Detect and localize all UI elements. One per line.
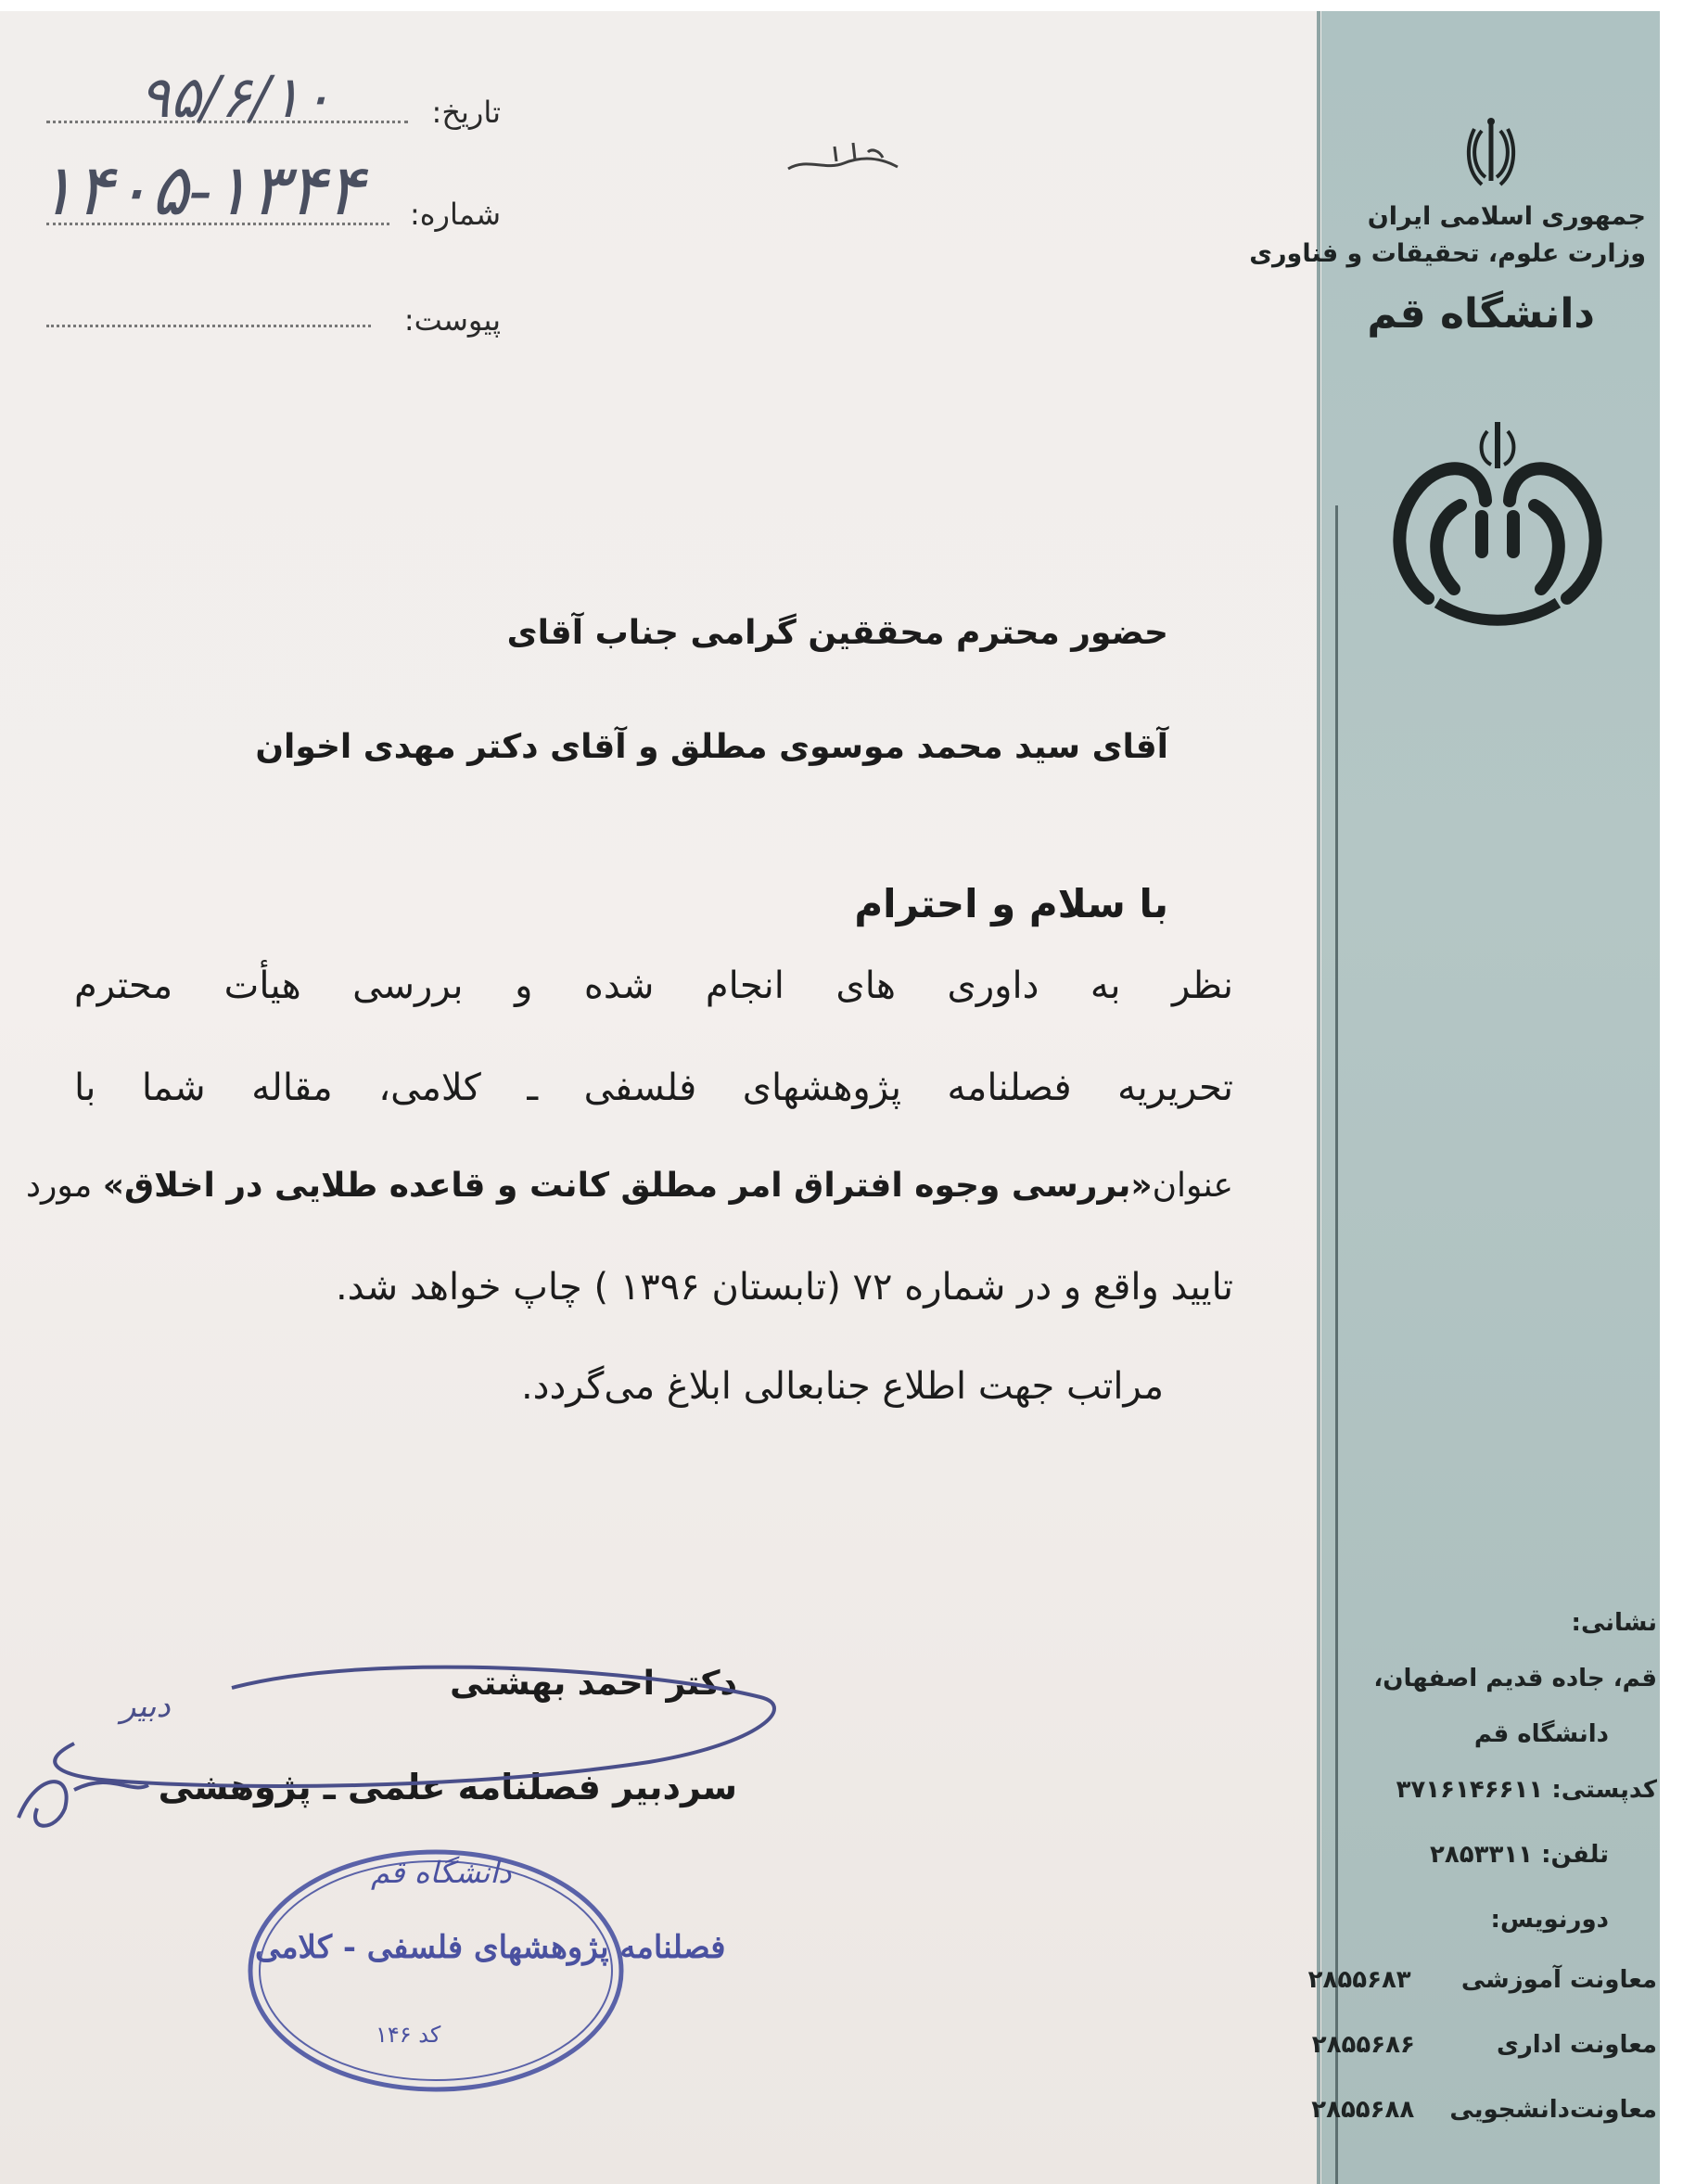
address-line-1: قم، جاده قدیم اصفهان، <box>1373 1665 1657 1692</box>
attachment-label: پیوست: <box>403 302 501 338</box>
signatory-name: دکتر احمد بهشتی <box>450 1665 737 1703</box>
phone-number: تلفن: ۲۸۵۳۳۱۱ <box>1429 1841 1609 1869</box>
date-value: ۹۵/۶/۱۰ <box>139 63 333 131</box>
sidebar-country: جمهوری اسلامی ایران <box>1367 202 1646 231</box>
basmala-calligraphy <box>779 130 909 185</box>
body-line-3-prefix: عنوان <box>1152 1167 1233 1205</box>
fax-item-label: معاونت آموزشی <box>1460 1966 1657 1994</box>
fax-item-number: ۲۸۵۵۶۸۶ <box>1311 2031 1415 2059</box>
paper-edge <box>1317 11 1320 2184</box>
salutation-line-1: حضور محترم محققین گرامی جناب آقای <box>506 614 1168 652</box>
sidebar-divider <box>1335 505 1338 2184</box>
sidebar-ministry: وزارت علوم، تحقیقات و فناوری <box>1249 239 1646 268</box>
number-label: شماره: <box>409 197 501 232</box>
fax-item-number: ۲۸۵۵۶۸۳ <box>1307 1966 1411 1994</box>
iran-emblem-icon <box>1465 116 1517 192</box>
fax-item <box>1312 2031 1657 2059</box>
postal-code: کدپستی: ۳۷۱۶۱۴۶۶۱۱ <box>1396 1776 1657 1804</box>
fax-title: دورنویس: <box>1490 1906 1609 1934</box>
fax-item <box>1308 1966 1657 1994</box>
stamp-line-2: فصلنامه پژوهشهای فلسفی - کلامی <box>255 1929 726 1966</box>
signatory-title: سردبیر فصلنامه علمی ـ پژوهشی <box>158 1767 737 1807</box>
article-title: «بررسی وجوه افتراق امر مطلق کانت و قاعده طلایی در اخلاق» <box>102 1167 1153 1205</box>
body-line-4: تایید واقع و در شماره ۷۲ (تابستان ۱۳۹۶ ) چاپ خواهد شد. <box>335 1266 1233 1309</box>
fax-item-number: ۲۸۵۵۶۸۸ <box>1311 2096 1415 2124</box>
handwritten-note: دبیر <box>121 1688 171 1725</box>
salutation-line-2: آقای سید محمد موسوی مطلق و آقای دکتر مهدی اخوان <box>255 728 1168 766</box>
attachment-dotted-line <box>46 325 371 327</box>
address-title: نشانی: <box>1571 1609 1657 1637</box>
body-line-3 <box>25 1167 1233 1205</box>
sidebar-university-name: دانشگاه قم <box>1367 290 1595 338</box>
date-label: تاریخ: <box>431 95 501 130</box>
stamp-code: کد ۱۴۶ <box>376 2022 441 2048</box>
body-line-3-suffix: مورد <box>25 1167 93 1205</box>
body-line-1: نظر به داوری های انجام شده و بررسی هیأت محترم <box>74 964 1233 1007</box>
body-line-5: مراتب جهت اطلاع جنابعالی ابلاغ می‌گردد. <box>520 1365 1164 1408</box>
number-value: ۱۴۰۵-۱۳۴۴ <box>37 148 364 231</box>
handwritten-signature <box>0 1632 835 1846</box>
university-logo-icon <box>1372 413 1623 631</box>
fax-item-label: معاونت اداری <box>1497 2031 1657 2059</box>
stamp-line-1: دانشگاه قم <box>371 1855 512 1890</box>
address-line-2: دانشگاه قم <box>1473 1720 1609 1748</box>
body-line-2: تحریریه فصلنامه پژوهشهای فلسفی ـ کلامی، مقاله شما با <box>74 1066 1233 1109</box>
fax-item <box>1311 2096 1657 2124</box>
greeting: با سلام و احترام <box>854 881 1168 926</box>
fax-item-label: معاونت‌دانشجویی <box>1449 2096 1657 2124</box>
